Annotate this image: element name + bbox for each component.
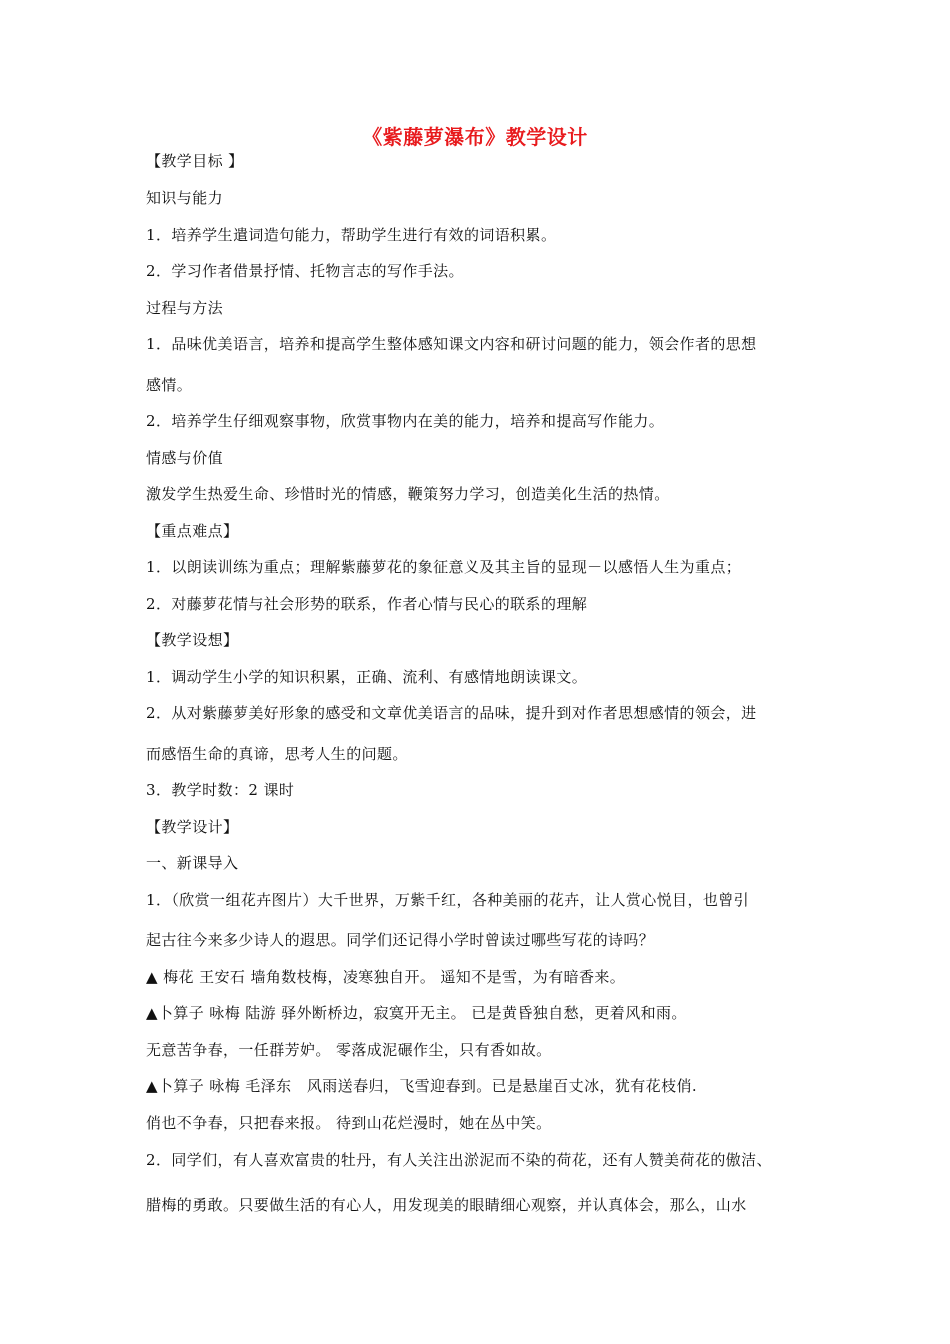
paragraph-line: 1．以朗读训练为重点；理解紫藤萝花的象征意义及其主旨的显现－以感悟人生为重点； [146, 558, 742, 576]
paragraph-line: 而感悟生命的真谛，思考人生的问题。 [146, 745, 408, 763]
poem-line: 俏也不争春，只把春来报。 待到山花烂漫时，她在丛中笑。 [146, 1114, 552, 1132]
section-heading-objectives: 【教学目标 】 [146, 152, 244, 170]
subheading-emotion: 情感与价值 [146, 449, 224, 467]
subheading-process: 过程与方法 [146, 299, 224, 317]
poem-line: ▲卜算子 咏梅 毛泽东 风雨送春归，飞雪迎春到。已是悬崖百丈冰，犹有花枝俏. [146, 1077, 698, 1095]
section-heading-key-points: 【重点难点】 [146, 522, 239, 540]
paragraph-line: 1．（欣赏一组花卉图片）大千世界，万紫千红，各种美丽的花卉，让人赏心悦目，也曾引 [146, 891, 750, 909]
subheading-new-lesson: 一、新课导入 [146, 854, 239, 872]
poem-line: ▲ 梅花 王安石 墙角数枝梅，凌寒独自开。 遥知不是雪，为有暗香来。 [146, 968, 626, 986]
paragraph-line: 1．培养学生遣词造句能力，帮助学生进行有效的词语积累。 [146, 226, 557, 244]
paragraph-line: 1．品味优美语言，培养和提高学生整体感知课文内容和研讨问题的能力，领会作者的思想 [146, 335, 757, 353]
paragraph-line: 1．调动学生小学的知识积累，正确、流利、有感情地朗读课文。 [146, 668, 588, 686]
document-title: 《紫藤萝瀑布》教学设计 [362, 125, 588, 149]
paragraph-line: 腊梅的勇敢。只要做生活的有心人，用发现美的眼睛细心观察，并认真体会，那么，山水 [146, 1196, 747, 1214]
paragraph-line: 激发学生热爱生命、珍惜时光的情感，鞭策努力学习，创造美化生活的热情。 [146, 485, 670, 503]
paragraph-line: 2．学习作者借景抒情、托物言志的写作手法。 [146, 262, 464, 280]
section-heading-teaching-ideas: 【教学设想】 [146, 631, 239, 649]
paragraph-line: 2．培养学生仔细观察事物，欣赏事物内在美的能力，培养和提高写作能力。 [146, 412, 665, 430]
paragraph-line: 3．教学时数：2 课时 [146, 781, 295, 799]
paragraph-line: 2．从对紫藤萝美好形象的感受和文章优美语言的品味，提升到对作者思想感情的领会，进 [146, 704, 757, 722]
section-heading-teaching-design: 【教学设计】 [146, 818, 239, 836]
subheading-knowledge: 知识与能力 [146, 189, 224, 207]
paragraph-line: 感情。 [146, 376, 193, 394]
poem-line: 无意苦争春，一任群芳妒。 零落成泥碾作尘，只有香如故。 [146, 1041, 552, 1059]
paragraph-line: 2．同学们，有人喜欢富贵的牡丹，有人关注出淤泥而不染的荷花，还有人赞美荷花的傲洁、 [146, 1151, 772, 1169]
poem-line: ▲卜算子 咏梅 陆游 驿外断桥边，寂寞开无主。 已是黄昏独自愁，更着风和雨。 [146, 1004, 687, 1022]
paragraph-line: 2．对藤萝花情与社会形势的联系，作者心情与民心的联系的理解 [146, 595, 588, 613]
paragraph-line: 起古往今来多少诗人的遐思。同学们还记得小学时曾读过哪些写花的诗吗？ [146, 931, 655, 949]
